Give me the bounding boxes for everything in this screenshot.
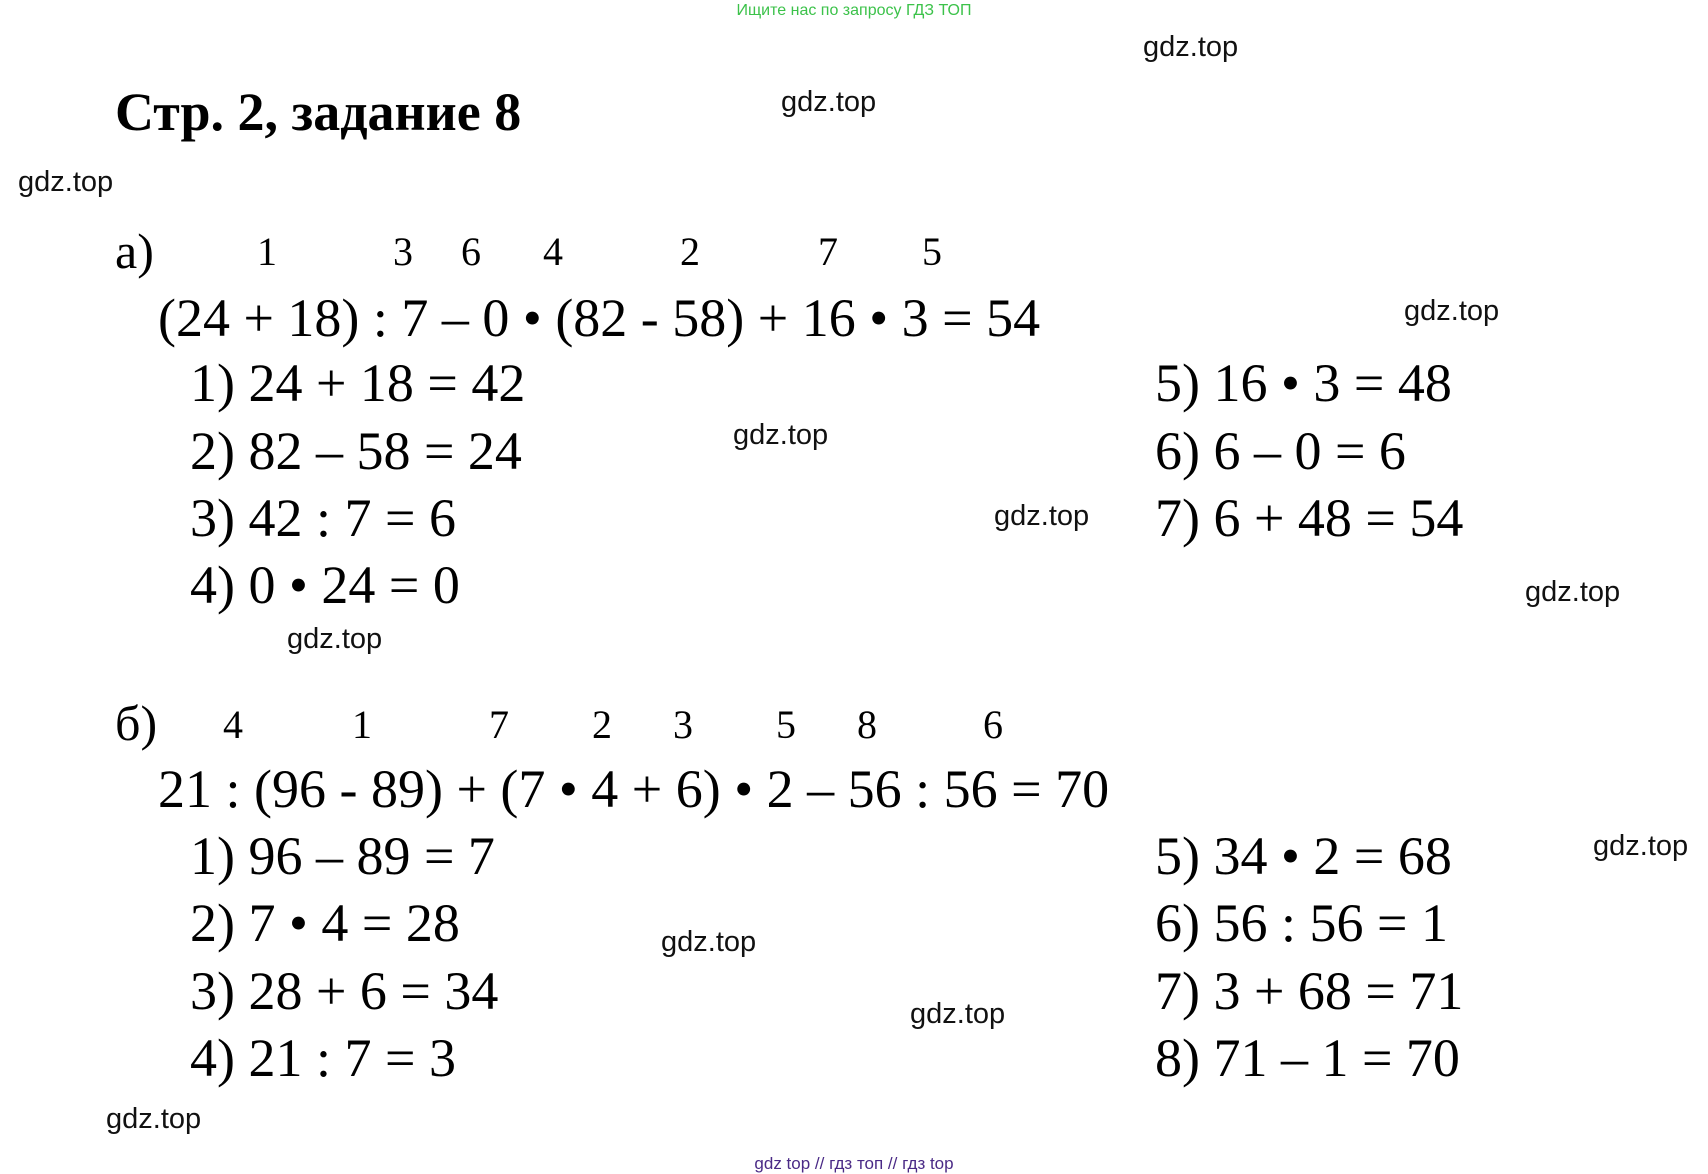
watermark: gdz.top xyxy=(1404,295,1500,327)
watermark: gdz.top xyxy=(1143,31,1239,63)
order-number: 1 xyxy=(257,229,277,274)
order-number: 3 xyxy=(393,229,413,274)
watermark: gdz.top xyxy=(994,500,1090,532)
part-b-step: 5) 34 • 2 = 68 xyxy=(1155,826,1452,886)
part-b-step: 2) 7 • 4 = 28 xyxy=(190,893,460,953)
order-number: 7 xyxy=(818,229,838,274)
watermark: gdz.top xyxy=(18,166,114,198)
part-a-step: 7) 6 + 48 = 54 xyxy=(1155,488,1464,548)
top-banner[interactable]: Ищите нас по запросу ГДЗ ТОП xyxy=(736,2,972,19)
part-a-step: 5) 16 • 3 = 48 xyxy=(1155,353,1452,413)
part-b-label: б) xyxy=(115,695,158,751)
part-a-step: 4) 0 • 24 = 0 xyxy=(190,555,460,615)
part-a-step: 6) 6 – 0 = 6 xyxy=(1155,421,1406,481)
watermark: gdz.top xyxy=(1593,830,1689,862)
order-number: 1 xyxy=(352,702,372,747)
order-number: 2 xyxy=(680,229,700,274)
watermark: gdz.top xyxy=(733,419,829,451)
part-b-step: 4) 21 : 7 = 3 xyxy=(190,1028,456,1088)
order-number: 7 xyxy=(489,702,509,747)
order-number: 8 xyxy=(857,702,877,747)
order-number: 4 xyxy=(223,702,243,747)
order-number: 5 xyxy=(922,229,942,274)
part-b-step: 7) 3 + 68 = 71 xyxy=(1155,961,1464,1021)
part-a-step: 2) 82 – 58 = 24 xyxy=(190,421,522,481)
part-b-step: 3) 28 + 6 = 34 xyxy=(190,961,499,1021)
part-a-step: 3) 42 : 7 = 6 xyxy=(190,488,456,548)
order-number: 6 xyxy=(461,229,481,274)
order-number: 4 xyxy=(543,229,563,274)
watermark: gdz.top xyxy=(781,86,877,118)
part-b-step: 1) 96 – 89 = 7 xyxy=(190,826,495,886)
watermark: gdz.top xyxy=(661,926,757,958)
order-number: 5 xyxy=(776,702,796,747)
page-title: Стр. 2, задание 8 xyxy=(115,82,522,142)
watermark: gdz.top xyxy=(106,1103,202,1135)
part-b-step: 6) 56 : 56 = 1 xyxy=(1155,893,1448,953)
footer-links[interactable]: gdz top // гдз топ // гдз top xyxy=(754,1154,954,1173)
part-a-expression: (24 + 18) : 7 – 0 • (82 - 58) + 16 • 3 = 54 xyxy=(158,288,1041,348)
order-number: 3 xyxy=(673,702,693,747)
part-b-expression: 21 : (96 - 89) + (7 • 4 + 6) • 2 – 56 : 56 = 70 xyxy=(158,759,1110,819)
watermark: gdz.top xyxy=(287,623,383,655)
part-a-step: 1) 24 + 18 = 42 xyxy=(190,353,526,413)
order-number: 2 xyxy=(592,702,612,747)
watermark: gdz.top xyxy=(1525,576,1621,608)
order-number: 6 xyxy=(983,702,1003,747)
part-b-step: 8) 71 – 1 = 70 xyxy=(1155,1028,1460,1088)
part-a-label: а) xyxy=(115,223,154,279)
watermark: gdz.top xyxy=(910,998,1006,1030)
